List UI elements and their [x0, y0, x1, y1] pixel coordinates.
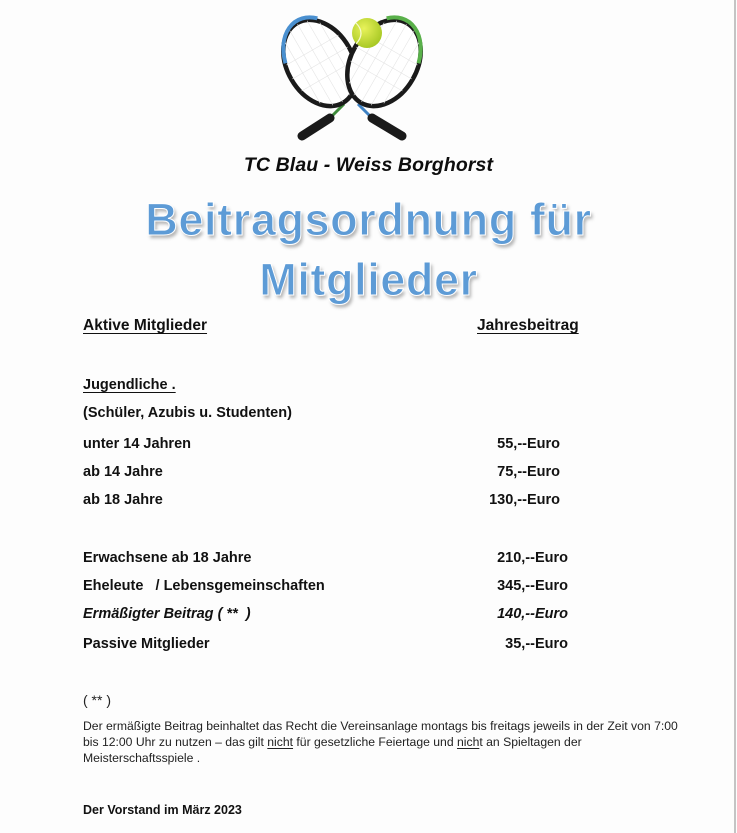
footnote-text [83, 718, 683, 766]
fee-row-label: Passive Mitglieder [83, 636, 210, 652]
document-title-line-1: Beitragsordnung für [145, 194, 592, 245]
column-header-members: Aktive Mitglieder [83, 317, 208, 334]
footnote-emphasis: nicht [267, 735, 294, 749]
fee-row-label: ab 18 Jahre [83, 492, 163, 508]
fee-row-label: Erwachsene ab 18 Jahre [83, 550, 252, 566]
footnote-text-part: für gesetzliche Feiertage und [293, 735, 457, 749]
fee-row-label-reduced: Ermäßigter Beitrag ( ** ) [83, 606, 251, 622]
footnote-text-part: an Spieltagen der Meisterschaftsspiele . [83, 735, 582, 765]
racket-handle-right-icon [358, 104, 402, 136]
document-title-line-2: Mitglieder [259, 254, 478, 305]
footnote-text-part: Der ermäßigte Beitrag beinhaltet das Recht die Vereinsanlage montags bis freitags jeweils in der Zeit von 7:00 bis 12:00 Uhr zu nutzen – das gilt [83, 719, 678, 749]
fee-row-price: 130,--Euro [489, 492, 560, 508]
tennis-rackets-logo-icon [280, 8, 425, 144]
signature: Der Vorstand im März 2023 [83, 803, 242, 817]
page-edge [734, 0, 736, 833]
section-heading-youth: Jugendliche . [83, 377, 176, 393]
fee-row-price-reduced: 140,--Euro [497, 606, 568, 622]
column-header-annual-fee: Jahresbeitrag [477, 317, 579, 334]
footnote-text-part: t [479, 735, 483, 749]
club-name: TC Blau - Weiss Borghorst [243, 154, 494, 176]
fee-row-label: ab 14 Jahre [83, 464, 163, 480]
fee-row-price: 75,--Euro [497, 464, 560, 480]
fee-row-price: 345,--Euro [497, 578, 568, 594]
fee-row-price: 55,--Euro [497, 436, 560, 452]
fee-row-price: 210,--Euro [497, 550, 568, 566]
fee-row-label: Eheleute / Lebensgemeinschaften [83, 578, 325, 594]
section-subheading-youth: (Schüler, Azubis u. Studenten) [83, 405, 292, 421]
fee-row-label: unter 14 Jahren [83, 436, 191, 452]
footnote-marker: ( ** ) [83, 692, 111, 708]
footnote-emphasis: nich [456, 735, 480, 749]
fee-row-price: 35,--Euro [505, 636, 568, 652]
racket-handle-left-icon [302, 104, 344, 136]
